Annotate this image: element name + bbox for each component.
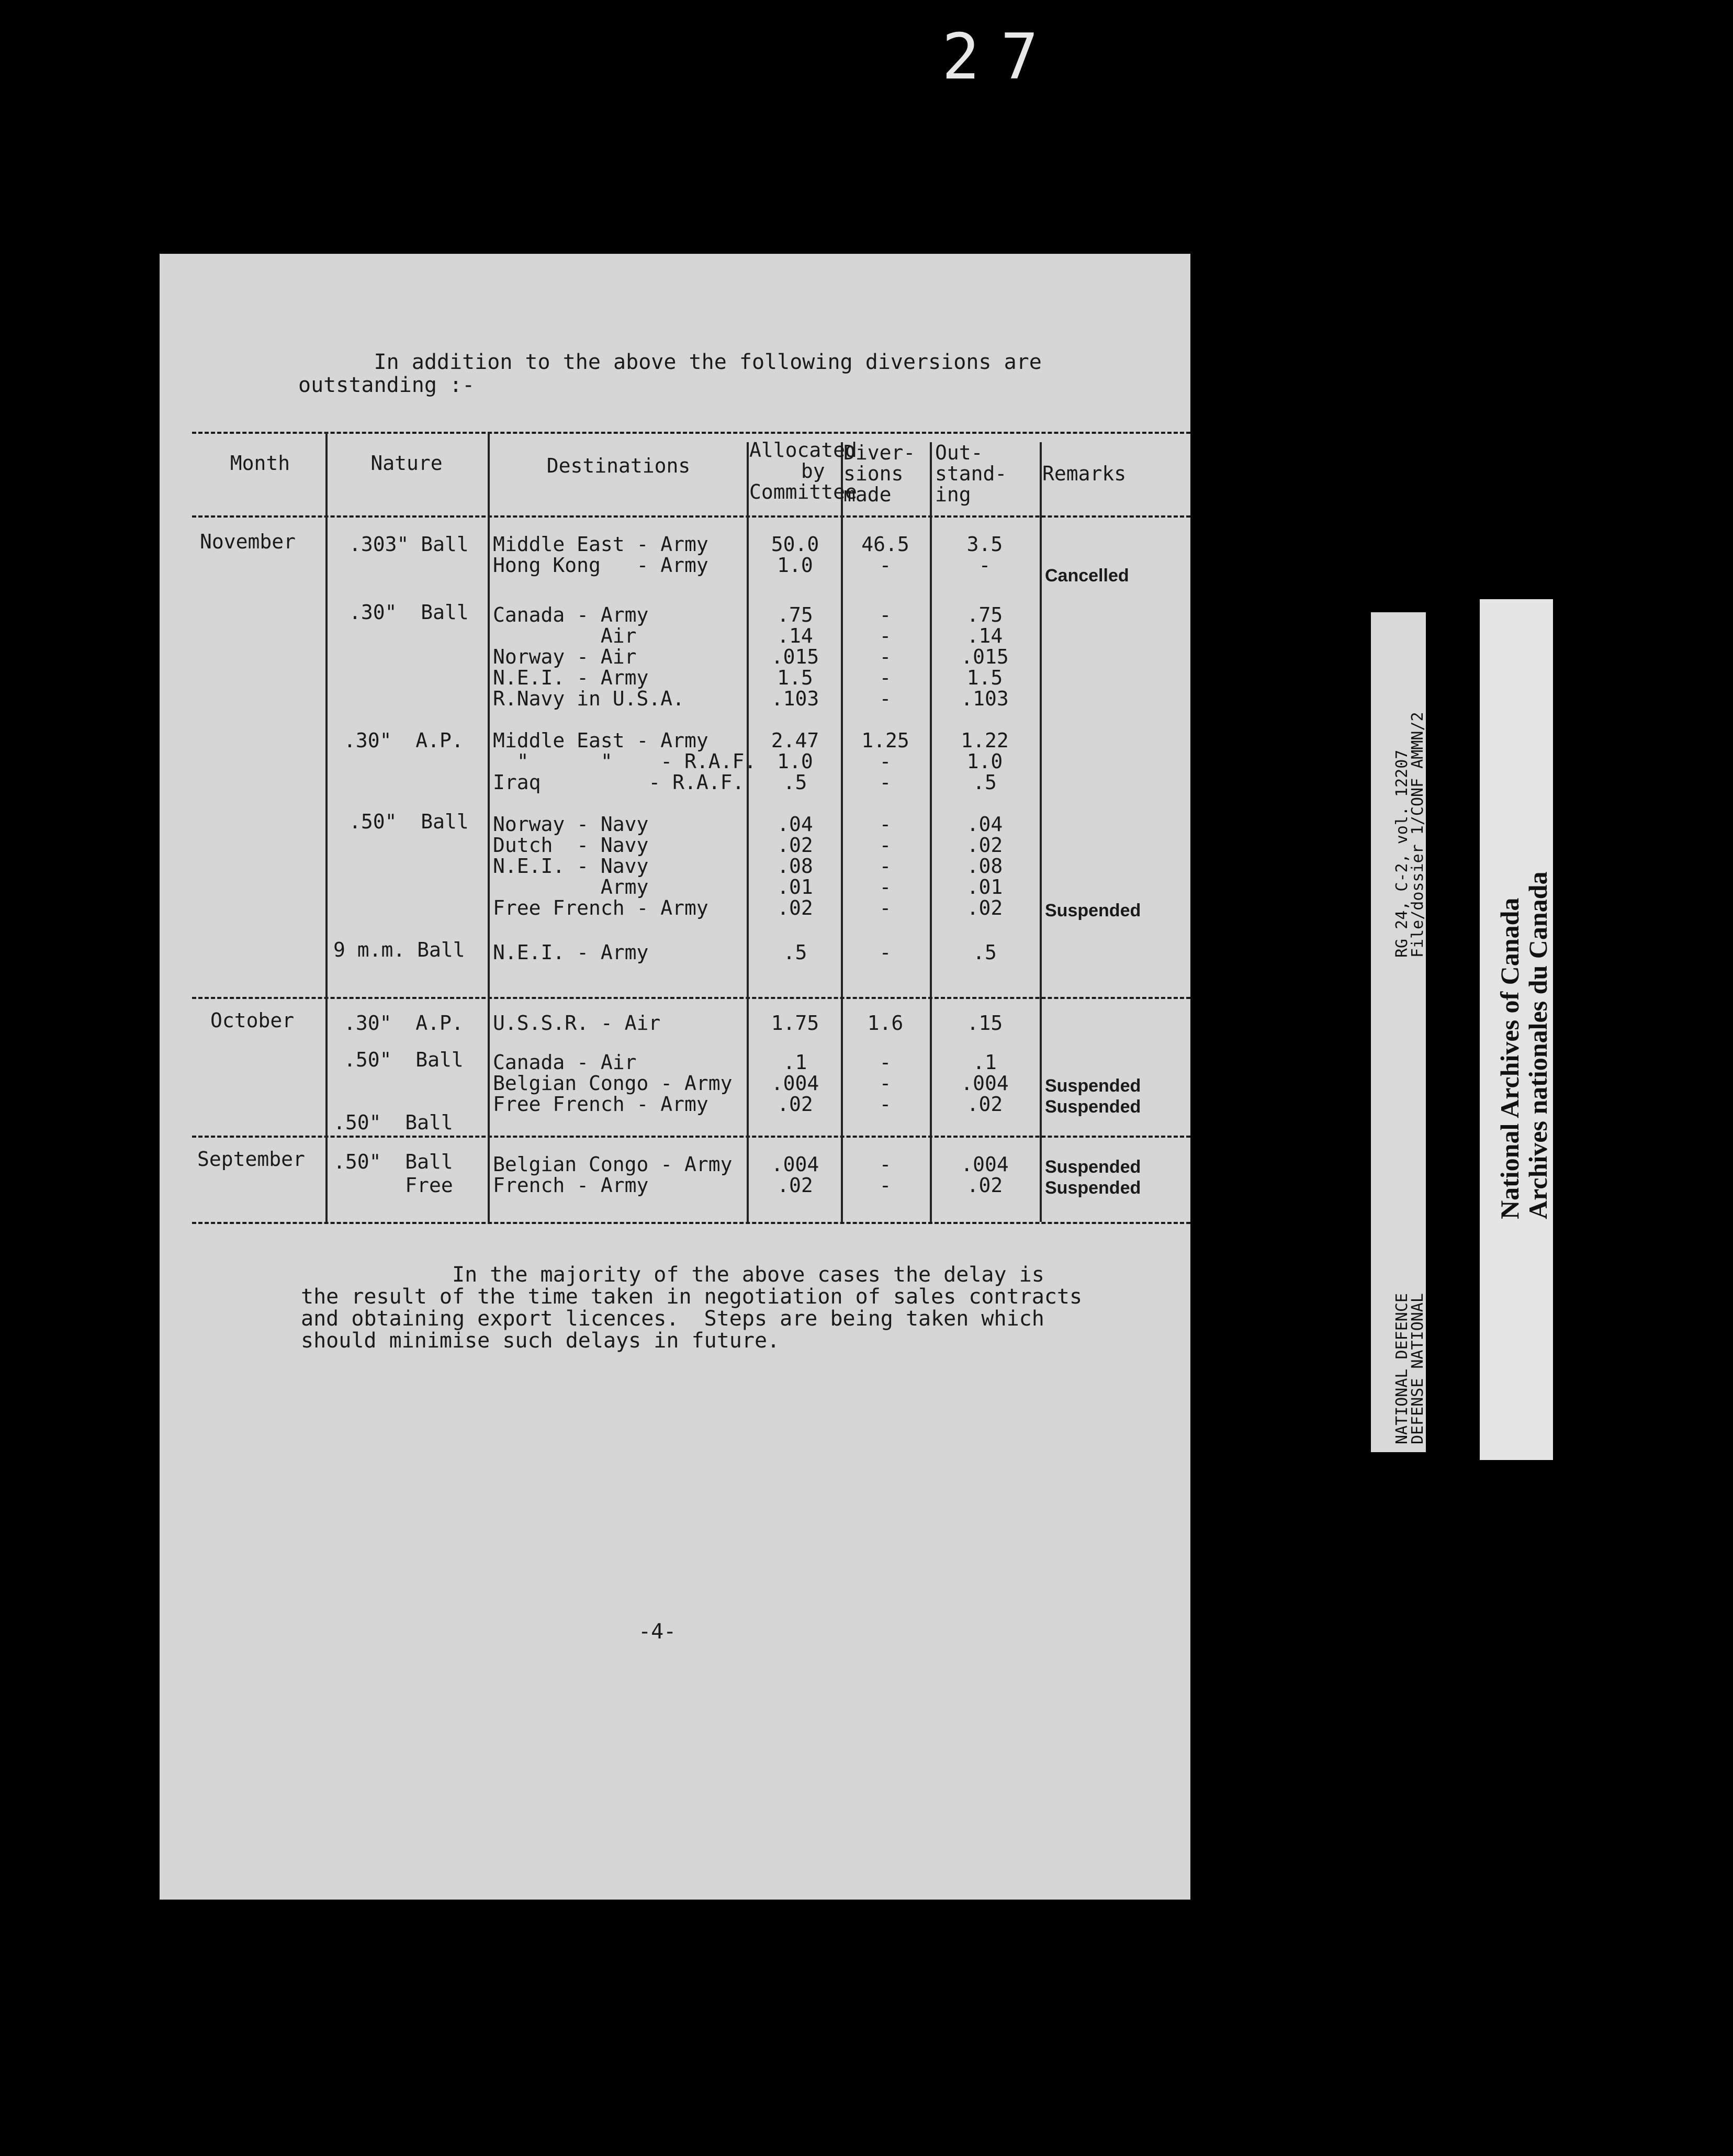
row-remarks: Suspended: [1045, 901, 1141, 920]
reference-label: [1394, 712, 1426, 958]
row-diversions: -: [879, 1153, 892, 1176]
row-outstanding: .103: [961, 687, 1009, 710]
header-diversions: Diver- sions made: [843, 441, 916, 506]
row-outstanding: .02: [966, 834, 1003, 857]
row-outstanding: .004: [961, 1153, 1009, 1176]
col-divider-4: [841, 442, 843, 1222]
row-diversions: 1.25: [861, 729, 909, 752]
row-allocated: 1.75: [771, 1012, 819, 1035]
row-nature: .303" Ball: [349, 533, 469, 556]
row-destination: Norway - Navy: [493, 813, 649, 836]
intro-paragraph: In addition to the above the following diversions are outstanding :-: [298, 350, 1042, 397]
row-destination: N.E.I. - Navy: [493, 855, 649, 878]
row-allocated: .02: [777, 1093, 813, 1116]
row-diversions: -: [879, 645, 892, 668]
row-allocated: .75: [777, 603, 813, 626]
row-allocated: 2.47: [771, 729, 819, 752]
diversions-table: [192, 432, 1190, 1238]
row-nature: .30" Ball: [349, 601, 469, 624]
row-allocated: .015: [771, 645, 819, 668]
row-remarks: Cancelled: [1045, 566, 1129, 586]
header-outstanding: Out- stand- ing: [935, 441, 1007, 506]
row-destination: Army: [493, 875, 649, 899]
row-remarks: Suspended: [1045, 1178, 1141, 1198]
row-diversions: -: [879, 896, 892, 919]
row-destination: R.Navy in U.S.A.: [493, 687, 685, 710]
row-destination: N.E.I. - Army: [493, 941, 649, 964]
row-allocated: .02: [777, 834, 813, 857]
row-destination: Canada - Air: [493, 1051, 637, 1074]
row-diversions: -: [879, 666, 892, 689]
row-allocated: .02: [777, 1174, 813, 1197]
col-divider-3: [747, 442, 749, 1222]
row-month: October: [210, 1009, 295, 1032]
header-month: Month: [230, 452, 290, 475]
page-number: -4-: [638, 1620, 677, 1644]
row-diversions: -: [879, 1072, 892, 1095]
row-nature: .50" Ball: [349, 810, 469, 833]
row-destination: Belgian Congo - Army: [493, 1072, 733, 1095]
row-diversions: 46.5: [861, 533, 909, 556]
file-number: File/dossier 1/CONF AMMN/2: [1409, 712, 1427, 958]
row-month: November: [200, 530, 296, 553]
row-diversions: -: [879, 941, 892, 964]
archives-name: [1495, 872, 1552, 1219]
row-allocated: 50.0: [771, 533, 819, 556]
row-allocated: .08: [777, 855, 813, 878]
row-outstanding: .02: [966, 896, 1003, 919]
table-bottom-rule: [192, 1222, 1190, 1224]
row-diversions: -: [879, 1051, 892, 1074]
row-nature: Free: [333, 1174, 453, 1197]
row-allocated: 1.5: [777, 666, 813, 689]
archives-name-label: [1480, 599, 1553, 1460]
dept-en: NATIONAL DEFENCE: [1393, 1293, 1411, 1444]
row-nature: 9 m.m. Ball: [333, 938, 465, 961]
header-nature: Nature: [370, 452, 443, 475]
row-outstanding: .02: [966, 1174, 1003, 1197]
row-outstanding: .004: [961, 1072, 1009, 1095]
col-divider-2: [488, 432, 490, 1222]
row-destination: Belgian Congo - Army: [493, 1153, 733, 1176]
archives-en: National Archives of Canada: [1495, 897, 1524, 1219]
row-outstanding: 1.5: [966, 666, 1003, 689]
row-diversions: -: [879, 603, 892, 626]
row-outstanding: .1: [973, 1051, 997, 1074]
row-allocated: 1.0: [777, 750, 813, 773]
row-destination: French - Army: [493, 1174, 649, 1197]
col-divider-1: [325, 432, 328, 1222]
row-destination: " " - R.A.F.: [493, 750, 757, 773]
archive-reference-label: [1371, 612, 1426, 1452]
row-diversions: -: [879, 813, 892, 836]
row-outstanding: .5: [973, 941, 997, 964]
row-diversions: -: [879, 855, 892, 878]
row-diversions: -: [879, 554, 892, 577]
row-diversions: -: [879, 750, 892, 773]
frame-number: 27: [942, 21, 1060, 94]
row-destination: N.E.I. - Army: [493, 666, 649, 689]
row-diversions: -: [879, 834, 892, 857]
row-allocated: .103: [771, 687, 819, 710]
col-divider-5: [930, 442, 932, 1222]
row-nature: .30" A.P.: [344, 729, 464, 752]
row-allocated: .02: [777, 896, 813, 919]
row-destination: Iraq - R.A.F.: [493, 771, 745, 794]
row-outstanding: 1.22: [961, 729, 1009, 752]
row-outstanding: .02: [966, 1093, 1003, 1116]
dept-fr: DEFENSE NATIONAL: [1409, 1293, 1427, 1444]
row-diversions: -: [879, 1093, 892, 1116]
row-allocated: .14: [777, 624, 813, 647]
row-allocated: .04: [777, 813, 813, 836]
row-outstanding: .15: [966, 1012, 1003, 1035]
row-allocated: .1: [783, 1051, 807, 1074]
row-diversions: -: [879, 1174, 892, 1197]
row-nature: .50" Ball: [333, 1150, 453, 1173]
row-nature: .30" A.P.: [344, 1012, 464, 1035]
row-destination: U.S.S.R. - Air: [493, 1012, 661, 1035]
row-destination: Free French - Army: [493, 896, 708, 919]
row-destination: Canada - Army: [493, 603, 649, 626]
row-allocated: .004: [771, 1072, 819, 1095]
row-destination: Hong Kong - Army: [493, 554, 708, 577]
row-diversions: -: [879, 624, 892, 647]
header-allocated: Allocated by Committee: [749, 439, 857, 503]
row-remarks: Suspended: [1045, 1076, 1141, 1096]
table-top-rule: [192, 432, 1190, 434]
row-outstanding: 1.0: [966, 750, 1003, 773]
row-allocated: 1.0: [777, 554, 813, 577]
row-diversions: 1.6: [867, 1012, 904, 1035]
document-page: [160, 254, 1190, 1900]
row-diversions: -: [879, 771, 892, 794]
row-outstanding: .01: [966, 875, 1003, 899]
row-destination: Middle East - Army: [493, 533, 708, 556]
dept-label: [1394, 1293, 1426, 1444]
row-destination: Free French - Army: [493, 1093, 708, 1116]
row-destination: Air: [493, 624, 637, 647]
row-outstanding: .75: [966, 603, 1003, 626]
row-outstanding: 3.5: [966, 533, 1003, 556]
header-remarks: Remarks: [1042, 462, 1127, 485]
row-remarks: Suspended: [1045, 1157, 1141, 1177]
header-destinations: Destinations: [546, 454, 691, 477]
row-outstanding: .015: [961, 645, 1009, 668]
row-month: September: [197, 1148, 305, 1171]
row-allocated: .5: [783, 941, 807, 964]
row-outstanding: .5: [973, 771, 997, 794]
row-nature: .50" Ball: [333, 1111, 453, 1134]
row-destination: Norway - Air: [493, 645, 637, 668]
row-diversions: -: [879, 687, 892, 710]
row-outstanding: .08: [966, 855, 1003, 878]
reference-number: RG 24, C-2, vol. 12207: [1393, 749, 1411, 958]
row-outstanding: -: [978, 554, 991, 577]
col-divider-6: [1040, 442, 1042, 1222]
row-outstanding: .04: [966, 813, 1003, 836]
row-diversions: -: [879, 875, 892, 899]
row-destination: Dutch - Navy: [493, 834, 649, 857]
row-allocated: .5: [783, 771, 807, 794]
row-allocated: .01: [777, 875, 813, 899]
closing-paragraph: In the majority of the above cases the delay is the result of the time taken in negotiation of sales contracts and obtaining export licences. Steps are being taken which should minimise such delays in future.: [301, 1263, 1083, 1353]
row-destination: Middle East - Army: [493, 729, 708, 752]
row-allocated: .004: [771, 1153, 819, 1176]
row-nature: .50" Ball: [344, 1048, 464, 1071]
row-outstanding: .14: [966, 624, 1003, 647]
archives-fr: Archives nationales du Canada: [1523, 871, 1552, 1219]
row-remarks: Suspended: [1045, 1097, 1141, 1117]
